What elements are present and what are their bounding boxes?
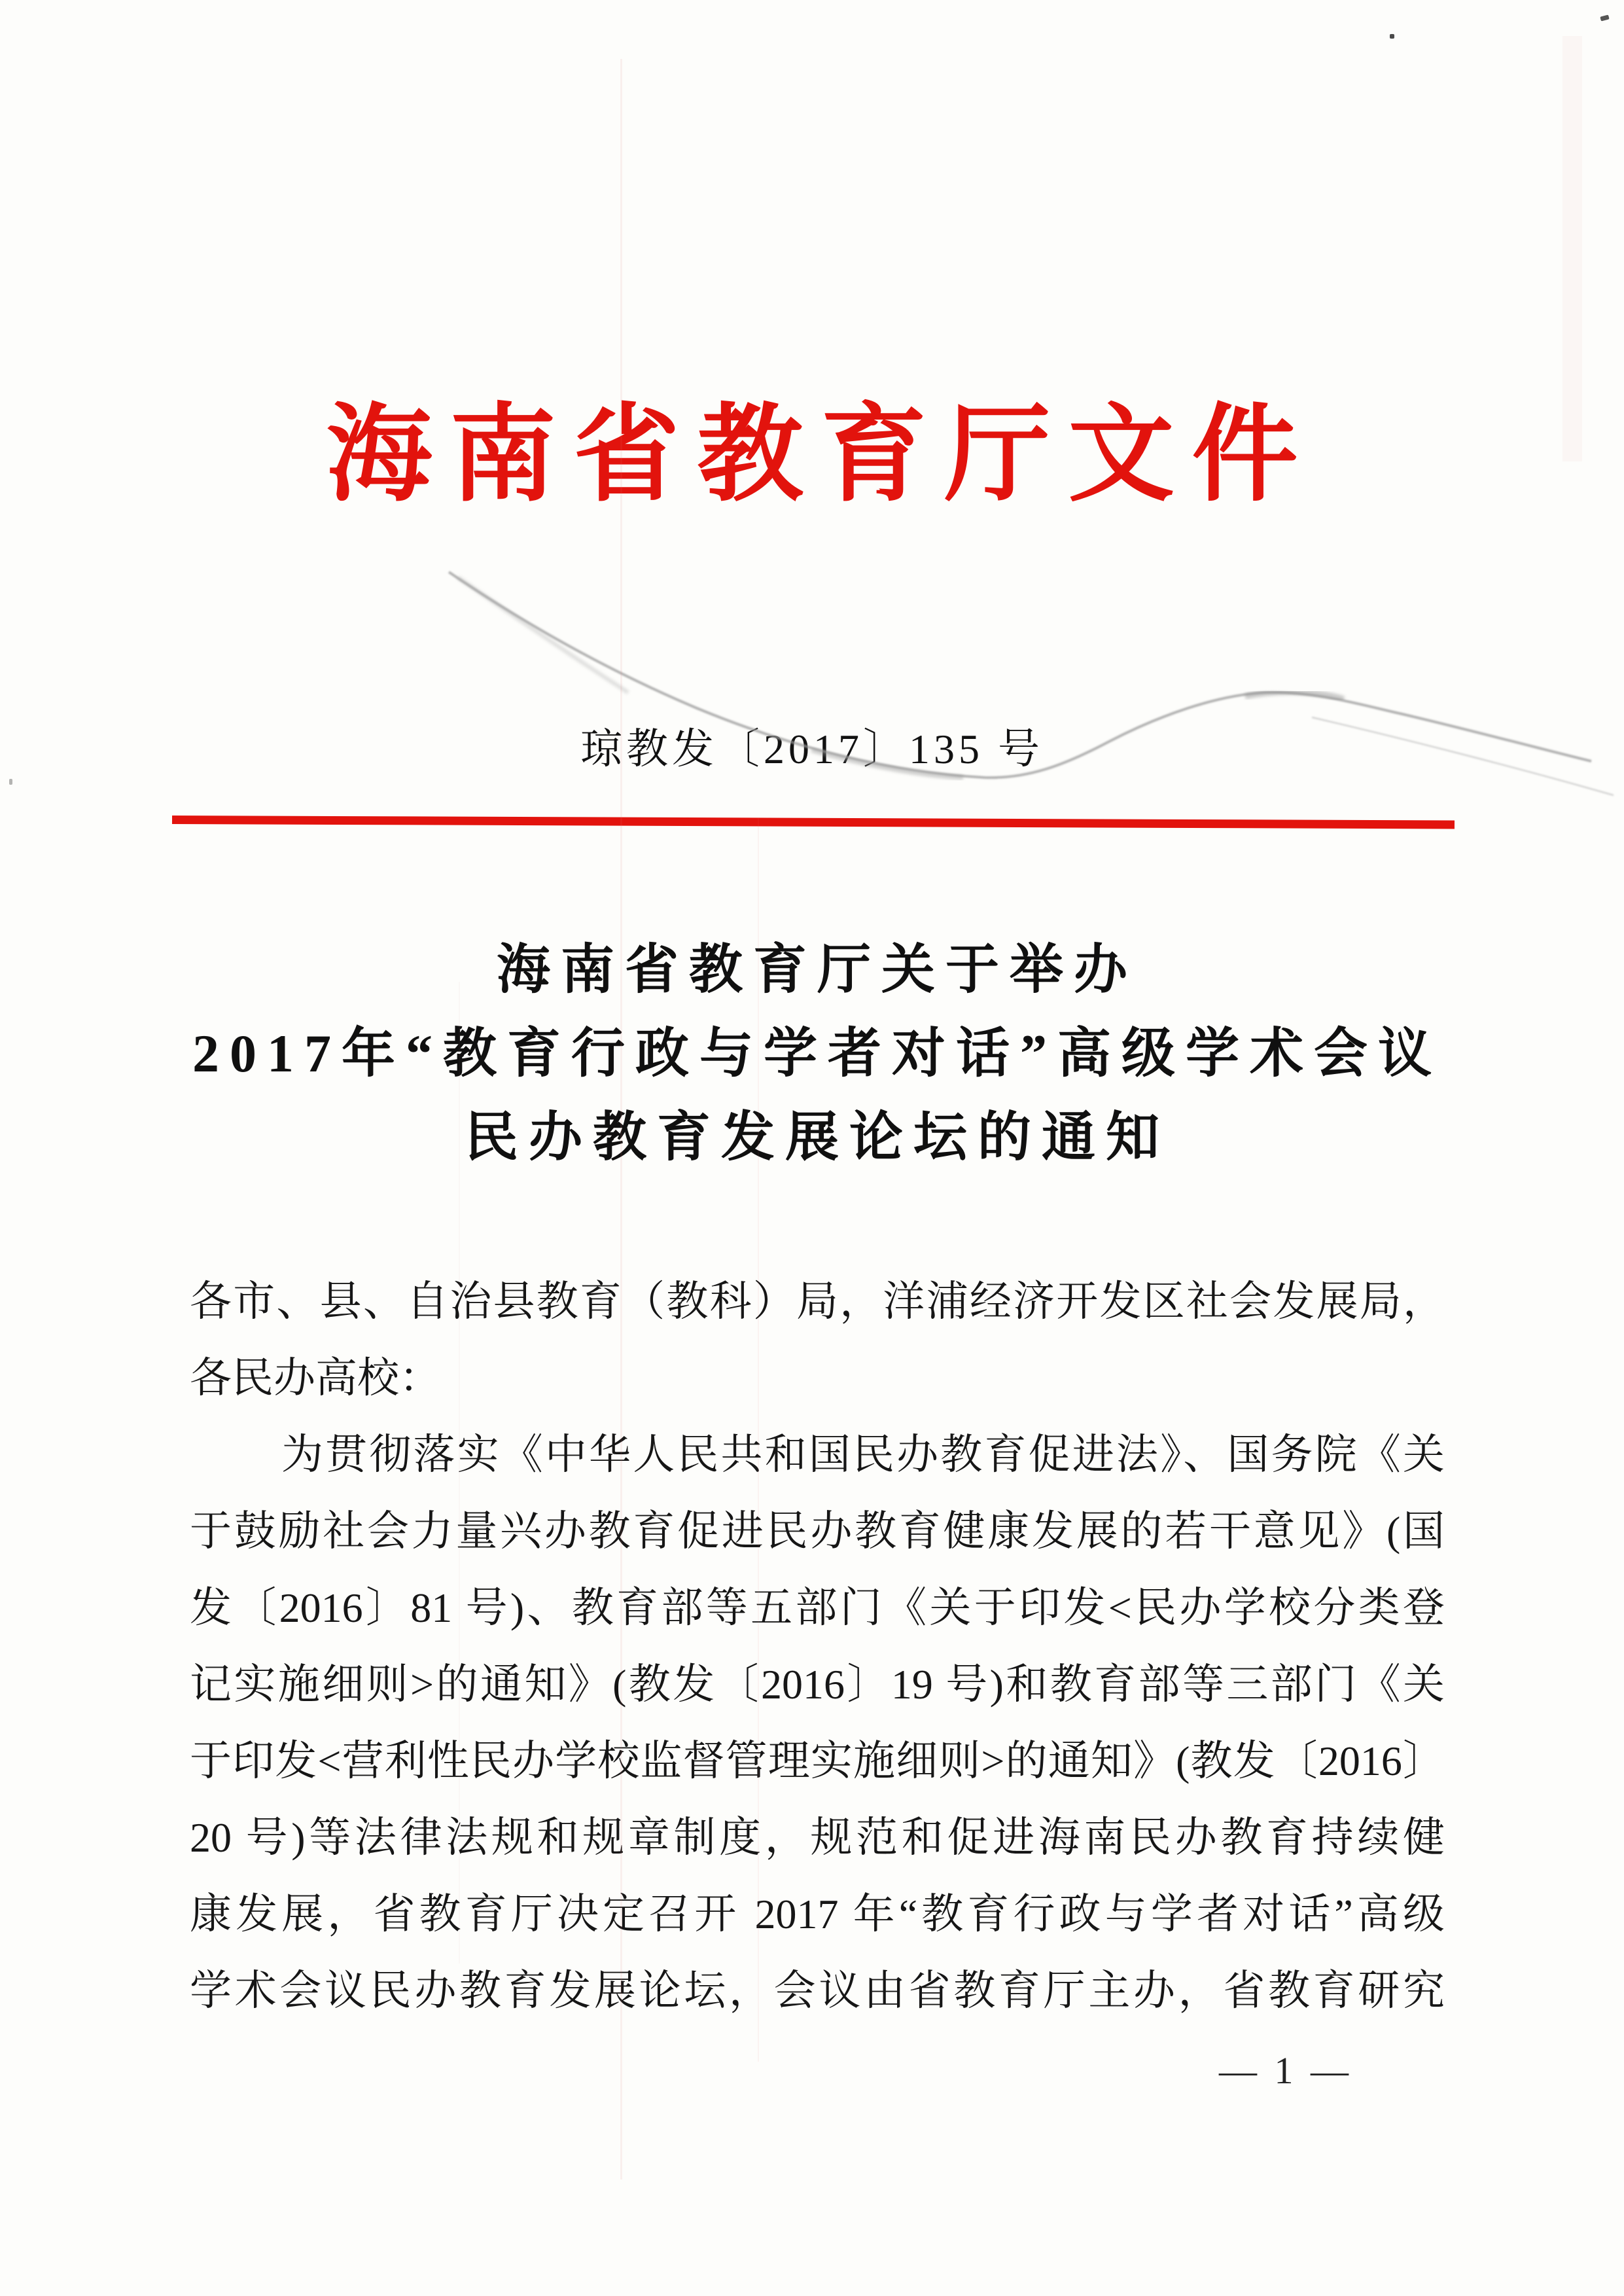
scan-speck [1390, 34, 1394, 39]
scan-speck [1600, 14, 1609, 21]
body-line: 发〔2016〕81 号)、教育部等五部门《关于印发<民办学校分类登 [190, 1585, 1445, 1631]
body-line: 于鼓励社会力量兴办教育促进民办教育健康发展的若干意见》(国 [190, 1508, 1445, 1554]
title-line-2: 2017年“教育行政与学者对话”高级学术会议 [192, 1024, 1442, 1083]
body-line: 20 号)等法律法规和规章制度，规范和促进海南民办教育持续健 [190, 1814, 1445, 1861]
document-reference-number: 琼教发〔2017〕135 号 [580, 726, 1044, 772]
body-line: 康发展，省教育厅决定召开 2017 年“教育行政与学者对话”高级 [190, 1891, 1445, 1937]
salutation-line-2: 各民办高校： [190, 1355, 441, 1401]
document-title [0, 928, 1624, 1179]
salutation-line-1: 各市、县、自治县教育（教科）局，洋浦经济开发区社会发展局， [190, 1278, 1445, 1325]
title-line-3: 民办教育发展论坛的通知 [464, 1107, 1170, 1167]
agency-letterhead: 海南省教育厅文件 [326, 397, 1316, 514]
red-divider-line [172, 816, 1455, 829]
body-line: 记实施细则>的通知》(教发〔2016〕19 号)和教育部等三部门《关 [190, 1661, 1445, 1708]
document-body [190, 1263, 1445, 2029]
body-line: 为贯彻落实《中华人民共和国民办教育促进法》、国务院《关 [281, 1431, 1445, 1478]
page-number: — 1 — [1219, 2049, 1352, 2092]
title-line-1: 海南省教育厅关于举办 [496, 940, 1138, 999]
body-line: 学术会议民办教育发展论坛，会议由省教育厅主办，省教育研究 [190, 1967, 1445, 2014]
body-line: 于印发<营利性民办学校监督管理实施细则>的通知》(教发〔2016〕 [190, 1738, 1445, 1784]
